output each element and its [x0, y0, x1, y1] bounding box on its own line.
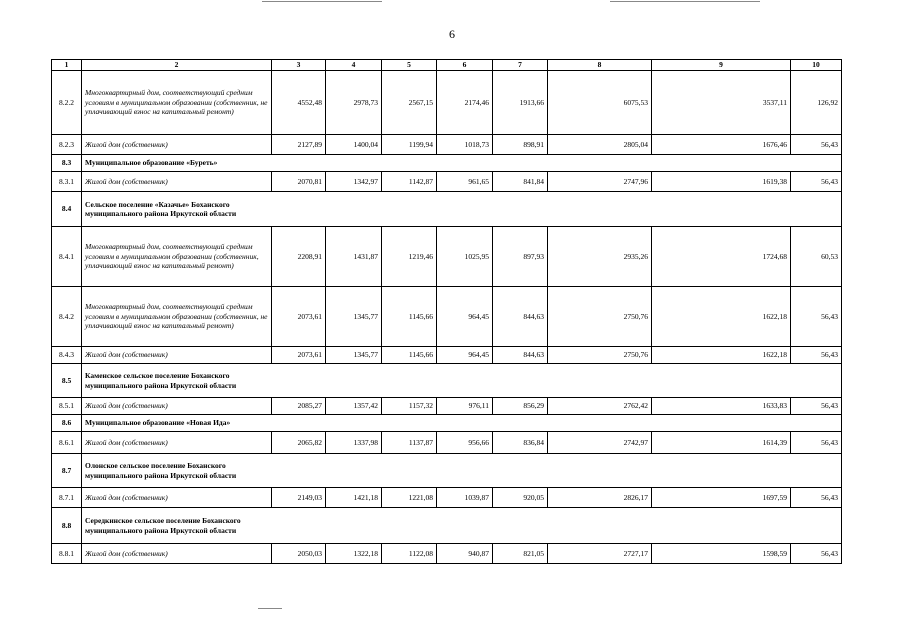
value-cell: 56,43: [791, 135, 842, 155]
row-number: 8.4.3: [52, 347, 82, 364]
value-cell: 1199,94: [382, 135, 437, 155]
value-cell: 2073,61: [272, 287, 326, 347]
row-number: 8.5: [52, 364, 82, 398]
row-description: Многоквартирный дом, соответствующий средним условиям в муниципальном образовании (собственник, не уплачивающий взнос на капитальный ремонт): [82, 287, 272, 347]
value-cell: 1431,87: [326, 227, 382, 287]
table-row: [52, 488, 842, 508]
section-title: [82, 508, 842, 544]
column-header: 5: [382, 60, 437, 71]
row-number: 8.2.2: [52, 71, 82, 135]
value-cell: 2747,96: [548, 172, 652, 192]
tariff-table: [51, 59, 842, 564]
column-header: 7: [493, 60, 548, 71]
value-cell: 1142,87: [382, 172, 437, 192]
row-description: Жилой дом (собственник): [82, 135, 272, 155]
value-cell: 1342,97: [326, 172, 382, 192]
row-description: Жилой дом (собственник): [82, 488, 272, 508]
row-number: 8.3: [52, 155, 82, 172]
value-cell: 821,05: [493, 544, 548, 564]
section-title: [82, 192, 842, 227]
value-cell: 2149,03: [272, 488, 326, 508]
row-number: 8.6.1: [52, 432, 82, 454]
section-row: [52, 155, 842, 172]
column-header: 3: [272, 60, 326, 71]
value-cell: 964,45: [437, 287, 493, 347]
value-cell: 56,43: [791, 398, 842, 415]
value-cell: 1357,42: [326, 398, 382, 415]
column-header: 10: [791, 60, 842, 71]
value-cell: 2750,76: [548, 347, 652, 364]
value-cell: 2935,26: [548, 227, 652, 287]
value-cell: 897,93: [493, 227, 548, 287]
scan-mark-top-right: [610, 1, 760, 2]
row-number: 8.8: [52, 508, 82, 544]
value-cell: 1145,66: [382, 287, 437, 347]
value-cell: 1633,83: [652, 398, 791, 415]
value-cell: 2127,89: [272, 135, 326, 155]
table-row: [52, 398, 842, 415]
row-description: Жилой дом (собственник): [82, 347, 272, 364]
value-cell: 1676,46: [652, 135, 791, 155]
table-row: [52, 135, 842, 155]
value-cell: 940,87: [437, 544, 493, 564]
row-number: 8.6: [52, 415, 82, 432]
value-cell: 56,43: [791, 544, 842, 564]
value-cell: 1337,98: [326, 432, 382, 454]
row-number: 8.4: [52, 192, 82, 227]
value-cell: 2978,73: [326, 71, 382, 135]
value-cell: 1322,18: [326, 544, 382, 564]
section-row: [52, 192, 842, 227]
table-row: [52, 544, 842, 564]
column-header: 1: [52, 60, 82, 71]
value-cell: 1345,77: [326, 347, 382, 364]
header-row: [52, 60, 842, 71]
value-cell: 56,43: [791, 172, 842, 192]
value-cell: 2065,82: [272, 432, 326, 454]
value-cell: 1724,68: [652, 227, 791, 287]
value-cell: 1400,04: [326, 135, 382, 155]
row-description: Жилой дом (собственник): [82, 398, 272, 415]
value-cell: 1018,73: [437, 135, 493, 155]
value-cell: 6075,53: [548, 71, 652, 135]
row-description: Жилой дом (собственник): [82, 432, 272, 454]
value-cell: 3537,11: [652, 71, 791, 135]
row-description: Многоквартирный дом, соответствующий средним условиям в муниципальном образовании (собственник, не уплачивающий взнос на капитальный ремонт): [82, 71, 272, 135]
table-row: [52, 227, 842, 287]
value-cell: 1598,59: [652, 544, 791, 564]
value-cell: 2050,03: [272, 544, 326, 564]
value-cell: 1622,18: [652, 347, 791, 364]
section-title-text: Каменское сельское поселение Боханского муниципального района Иркутской области: [85, 371, 237, 390]
column-header: 6: [437, 60, 493, 71]
section-title-text: Олонское сельское поселение Боханского муниципального района Иркутской области: [85, 461, 237, 480]
table-row: [52, 172, 842, 192]
value-cell: 1219,46: [382, 227, 437, 287]
value-cell: 1697,59: [652, 488, 791, 508]
value-cell: 2727,17: [548, 544, 652, 564]
section-row: [52, 508, 842, 544]
value-cell: 920,05: [493, 488, 548, 508]
row-number: 8.7.1: [52, 488, 82, 508]
value-cell: 1145,66: [382, 347, 437, 364]
value-cell: 56,43: [791, 287, 842, 347]
value-cell: 844,63: [493, 287, 548, 347]
value-cell: 856,29: [493, 398, 548, 415]
row-number: 8.3.1: [52, 172, 82, 192]
table-row: [52, 287, 842, 347]
value-cell: 126,92: [791, 71, 842, 135]
row-description: Многоквартирный дом, соответствующий средним условиям в муниципальном образовании (собственник, уплачивающий взнос на капитальный ремонт): [82, 227, 272, 287]
table-row: [52, 347, 842, 364]
value-cell: 56,43: [791, 347, 842, 364]
value-cell: 4552,48: [272, 71, 326, 135]
row-number: 8.5.1: [52, 398, 82, 415]
scan-mark-bottom: [258, 608, 282, 609]
table-row: [52, 432, 842, 454]
value-cell: 2070,81: [272, 172, 326, 192]
value-cell: 1345,77: [326, 287, 382, 347]
section-title-text: Сельское поселение «Казачье» Боханского муниципального района Иркутской области: [85, 199, 237, 218]
value-cell: 2073,61: [272, 347, 326, 364]
value-cell: 961,65: [437, 172, 493, 192]
value-cell: 2826,17: [548, 488, 652, 508]
row-description: Жилой дом (собственник): [82, 544, 272, 564]
value-cell: 1421,18: [326, 488, 382, 508]
value-cell: 1025,95: [437, 227, 493, 287]
section-row: [52, 415, 842, 432]
column-header: 2: [82, 60, 272, 71]
value-cell: 1622,18: [652, 287, 791, 347]
value-cell: 976,11: [437, 398, 493, 415]
value-cell: 2742,97: [548, 432, 652, 454]
value-cell: 1122,08: [382, 544, 437, 564]
value-cell: 956,66: [437, 432, 493, 454]
section-title: [82, 155, 842, 172]
column-header: 9: [652, 60, 791, 71]
value-cell: 2085,27: [272, 398, 326, 415]
value-cell: 2208,91: [272, 227, 326, 287]
value-cell: 1614,39: [652, 432, 791, 454]
section-title-text: Середкинское сельское поселение Боханского муниципального района Иркутской области: [85, 516, 241, 535]
row-description: Жилой дом (собственник): [82, 172, 272, 192]
value-cell: 56,43: [791, 488, 842, 508]
value-cell: 1137,87: [382, 432, 437, 454]
row-number: 8.4.2: [52, 287, 82, 347]
value-cell: 2805,04: [548, 135, 652, 155]
row-number: 8.8.1: [52, 544, 82, 564]
value-cell: 1619,38: [652, 172, 791, 192]
page-number: 6: [449, 27, 455, 41]
value-cell: 844,63: [493, 347, 548, 364]
value-cell: 2174,46: [437, 71, 493, 135]
value-cell: 1221,08: [382, 488, 437, 508]
table-row: [52, 71, 842, 135]
section-row: [52, 454, 842, 488]
value-cell: 1039,87: [437, 488, 493, 508]
section-row: [52, 364, 842, 398]
scan-mark-top-left: [262, 1, 382, 2]
value-cell: 841,84: [493, 172, 548, 192]
section-title: [82, 364, 842, 398]
column-header: 4: [326, 60, 382, 71]
value-cell: 1157,32: [382, 398, 437, 415]
section-title: [82, 415, 842, 432]
value-cell: 836,84: [493, 432, 548, 454]
value-cell: 60,53: [791, 227, 842, 287]
section-title: [82, 454, 842, 488]
value-cell: 898,91: [493, 135, 548, 155]
value-cell: 964,45: [437, 347, 493, 364]
section-title-text: Муниципальное образование «Буреть»: [85, 158, 218, 168]
table-body: [52, 60, 842, 564]
value-cell: 56,43: [791, 432, 842, 454]
value-cell: 2750,76: [548, 287, 652, 347]
section-title-text: Муниципальное образование «Новая Ида»: [85, 418, 231, 428]
value-cell: 1913,66: [493, 71, 548, 135]
value-cell: 2762,42: [548, 398, 652, 415]
row-number: 8.4.1: [52, 227, 82, 287]
column-header: 8: [548, 60, 652, 71]
row-number: 8.2.3: [52, 135, 82, 155]
value-cell: 2567,15: [382, 71, 437, 135]
row-number: 8.7: [52, 454, 82, 488]
